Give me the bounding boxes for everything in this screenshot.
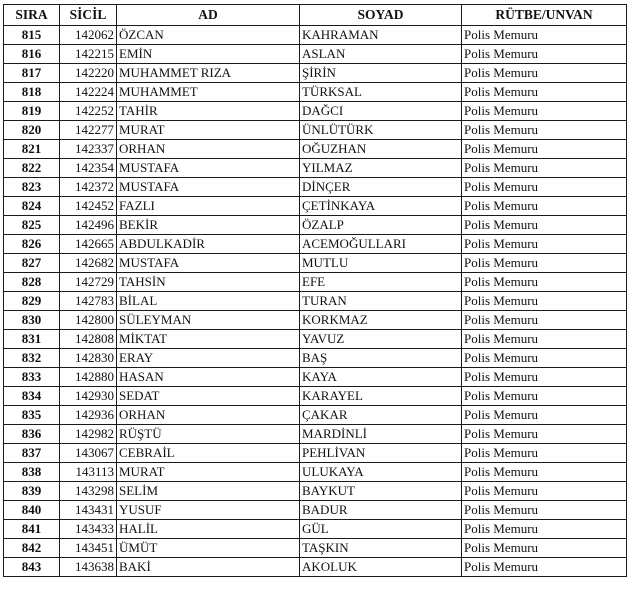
cell-sira: 841	[4, 520, 60, 539]
cell-sira: 817	[4, 64, 60, 83]
cell-rutbe: Polis Memuru	[462, 539, 627, 558]
cell-sicil: 142930	[60, 387, 117, 406]
cell-soyad: TÜRKSAL	[300, 83, 462, 102]
cell-rutbe: Polis Memuru	[462, 216, 627, 235]
cell-soyad: TURAN	[300, 292, 462, 311]
cell-sicil: 142729	[60, 273, 117, 292]
table-row	[4, 64, 627, 83]
cell-ad: FAZLI	[117, 197, 300, 216]
cell-sicil: 142252	[60, 102, 117, 121]
cell-ad: MUSTAFA	[117, 159, 300, 178]
cell-sira: 832	[4, 349, 60, 368]
personnel-table	[3, 4, 627, 577]
cell-rutbe: Polis Memuru	[462, 349, 627, 368]
cell-sira: 821	[4, 140, 60, 159]
cell-sira: 836	[4, 425, 60, 444]
table-body	[4, 26, 627, 577]
cell-sira: 820	[4, 121, 60, 140]
cell-sira: 839	[4, 482, 60, 501]
cell-rutbe: Polis Memuru	[462, 102, 627, 121]
cell-rutbe: Polis Memuru	[462, 330, 627, 349]
table-row	[4, 273, 627, 292]
cell-soyad: ASLAN	[300, 45, 462, 64]
cell-sicil: 143298	[60, 482, 117, 501]
cell-sicil: 142880	[60, 368, 117, 387]
cell-soyad: KORKMAZ	[300, 311, 462, 330]
cell-soyad: ŞİRİN	[300, 64, 462, 83]
table-row	[4, 216, 627, 235]
table-row	[4, 121, 627, 140]
cell-rutbe: Polis Memuru	[462, 26, 627, 45]
cell-sicil: 142215	[60, 45, 117, 64]
cell-soyad: BAYKUT	[300, 482, 462, 501]
header-rutbe: RÜTBE/UNVAN	[462, 5, 627, 26]
cell-sira: 816	[4, 45, 60, 64]
cell-sira: 819	[4, 102, 60, 121]
cell-sira: 840	[4, 501, 60, 520]
header-sira: SIRA	[4, 5, 60, 26]
cell-ad: MURAT	[117, 121, 300, 140]
cell-soyad: ÇAKAR	[300, 406, 462, 425]
cell-sira: 828	[4, 273, 60, 292]
table-row	[4, 83, 627, 102]
cell-rutbe: Polis Memuru	[462, 140, 627, 159]
table-row	[4, 425, 627, 444]
cell-sicil: 142800	[60, 311, 117, 330]
table-row	[4, 26, 627, 45]
table-row	[4, 292, 627, 311]
cell-soyad: BAŞ	[300, 349, 462, 368]
cell-soyad: YAVUZ	[300, 330, 462, 349]
cell-soyad: ULUKAYA	[300, 463, 462, 482]
cell-soyad: MARDİNLİ	[300, 425, 462, 444]
cell-ad: RÜŞTÜ	[117, 425, 300, 444]
cell-sira: 818	[4, 83, 60, 102]
table-row	[4, 178, 627, 197]
cell-sicil: 142224	[60, 83, 117, 102]
table-row	[4, 311, 627, 330]
cell-rutbe: Polis Memuru	[462, 292, 627, 311]
cell-soyad: KAYA	[300, 368, 462, 387]
cell-sicil: 143113	[60, 463, 117, 482]
cell-soyad: ÜNLÜTÜRK	[300, 121, 462, 140]
header-soyad: SOYAD	[300, 5, 462, 26]
table-row	[4, 406, 627, 425]
cell-sira: 835	[4, 406, 60, 425]
cell-soyad: KAHRAMAN	[300, 26, 462, 45]
cell-sira: 823	[4, 178, 60, 197]
cell-rutbe: Polis Memuru	[462, 482, 627, 501]
cell-soyad: GÜL	[300, 520, 462, 539]
cell-rutbe: Polis Memuru	[462, 273, 627, 292]
cell-soyad: TAŞKIN	[300, 539, 462, 558]
cell-rutbe: Polis Memuru	[462, 197, 627, 216]
cell-rutbe: Polis Memuru	[462, 235, 627, 254]
cell-sicil: 143451	[60, 539, 117, 558]
cell-soyad: EFE	[300, 273, 462, 292]
cell-rutbe: Polis Memuru	[462, 387, 627, 406]
cell-sicil: 143433	[60, 520, 117, 539]
cell-ad: BAKİ	[117, 558, 300, 577]
cell-ad: MUSTAFA	[117, 178, 300, 197]
cell-ad: SEDAT	[117, 387, 300, 406]
cell-sira: 827	[4, 254, 60, 273]
cell-ad: ÜMÜT	[117, 539, 300, 558]
cell-soyad: AKOLUK	[300, 558, 462, 577]
table-header-row	[4, 5, 627, 26]
cell-ad: TAHSİN	[117, 273, 300, 292]
cell-ad: ORHAN	[117, 140, 300, 159]
cell-sira: 843	[4, 558, 60, 577]
cell-rutbe: Polis Memuru	[462, 558, 627, 577]
cell-sicil: 142062	[60, 26, 117, 45]
cell-ad: MUSTAFA	[117, 254, 300, 273]
table-row	[4, 235, 627, 254]
cell-sicil: 142452	[60, 197, 117, 216]
table-row	[4, 463, 627, 482]
table-row	[4, 330, 627, 349]
cell-rutbe: Polis Memuru	[462, 159, 627, 178]
table-row	[4, 558, 627, 577]
table-row	[4, 482, 627, 501]
table-row	[4, 501, 627, 520]
table-row	[4, 539, 627, 558]
cell-soyad: YILMAZ	[300, 159, 462, 178]
table-row	[4, 254, 627, 273]
table-row	[4, 159, 627, 178]
cell-sicil: 142830	[60, 349, 117, 368]
cell-rutbe: Polis Memuru	[462, 121, 627, 140]
cell-ad: MİKTAT	[117, 330, 300, 349]
table-row	[4, 520, 627, 539]
cell-soyad: ÖZALP	[300, 216, 462, 235]
cell-sicil: 142354	[60, 159, 117, 178]
cell-sicil: 142496	[60, 216, 117, 235]
cell-sira: 824	[4, 197, 60, 216]
cell-rutbe: Polis Memuru	[462, 254, 627, 273]
header-sicil: SİCİL	[60, 5, 117, 26]
table-row	[4, 368, 627, 387]
cell-ad: CEBRAİL	[117, 444, 300, 463]
cell-sicil: 142277	[60, 121, 117, 140]
cell-soyad: DİNÇER	[300, 178, 462, 197]
cell-sira: 837	[4, 444, 60, 463]
table-row	[4, 45, 627, 64]
cell-ad: HASAN	[117, 368, 300, 387]
cell-soyad: DAĞCI	[300, 102, 462, 121]
cell-sicil: 143067	[60, 444, 117, 463]
cell-sicil: 143431	[60, 501, 117, 520]
cell-sira: 825	[4, 216, 60, 235]
table-row	[4, 444, 627, 463]
cell-sicil: 142220	[60, 64, 117, 83]
cell-rutbe: Polis Memuru	[462, 64, 627, 83]
cell-sira: 838	[4, 463, 60, 482]
cell-ad: SELİM	[117, 482, 300, 501]
cell-rutbe: Polis Memuru	[462, 463, 627, 482]
document-page	[3, 4, 627, 577]
table-row	[4, 140, 627, 159]
cell-rutbe: Polis Memuru	[462, 520, 627, 539]
cell-ad: ORHAN	[117, 406, 300, 425]
cell-soyad: OĞUZHAN	[300, 140, 462, 159]
table-row	[4, 197, 627, 216]
cell-rutbe: Polis Memuru	[462, 406, 627, 425]
cell-sira: 829	[4, 292, 60, 311]
cell-sicil: 142808	[60, 330, 117, 349]
cell-rutbe: Polis Memuru	[462, 368, 627, 387]
cell-sira: 815	[4, 26, 60, 45]
cell-soyad: PEHLİVAN	[300, 444, 462, 463]
cell-sicil: 142982	[60, 425, 117, 444]
cell-ad: MURAT	[117, 463, 300, 482]
cell-soyad: KARAYEL	[300, 387, 462, 406]
cell-rutbe: Polis Memuru	[462, 178, 627, 197]
cell-ad: HALİL	[117, 520, 300, 539]
cell-rutbe: Polis Memuru	[462, 311, 627, 330]
cell-sicil: 142783	[60, 292, 117, 311]
cell-ad: ÖZCAN	[117, 26, 300, 45]
cell-ad: ERAY	[117, 349, 300, 368]
cell-rutbe: Polis Memuru	[462, 45, 627, 64]
cell-ad: MUHAMMET RIZA	[117, 64, 300, 83]
cell-soyad: BADUR	[300, 501, 462, 520]
cell-sira: 833	[4, 368, 60, 387]
cell-sira: 826	[4, 235, 60, 254]
cell-sicil: 143638	[60, 558, 117, 577]
cell-sicil: 142682	[60, 254, 117, 273]
cell-sira: 822	[4, 159, 60, 178]
cell-sicil: 142372	[60, 178, 117, 197]
cell-soyad: ACEMOĞULLARI	[300, 235, 462, 254]
cell-ad: MUHAMMET	[117, 83, 300, 102]
header-ad: AD	[117, 5, 300, 26]
table-row	[4, 387, 627, 406]
cell-ad: YUSUF	[117, 501, 300, 520]
cell-sira: 830	[4, 311, 60, 330]
table-row	[4, 102, 627, 121]
cell-sira: 842	[4, 539, 60, 558]
cell-ad: BİLAL	[117, 292, 300, 311]
cell-sicil: 142665	[60, 235, 117, 254]
cell-sira: 834	[4, 387, 60, 406]
cell-rutbe: Polis Memuru	[462, 501, 627, 520]
cell-soyad: MUTLU	[300, 254, 462, 273]
cell-soyad: ÇETİNKAYA	[300, 197, 462, 216]
cell-rutbe: Polis Memuru	[462, 444, 627, 463]
cell-rutbe: Polis Memuru	[462, 425, 627, 444]
cell-sicil: 142337	[60, 140, 117, 159]
table-row	[4, 349, 627, 368]
cell-ad: BEKİR	[117, 216, 300, 235]
cell-ad: SÜLEYMAN	[117, 311, 300, 330]
cell-ad: TAHİR	[117, 102, 300, 121]
cell-sira: 831	[4, 330, 60, 349]
cell-rutbe: Polis Memuru	[462, 83, 627, 102]
cell-ad: ABDULKADİR	[117, 235, 300, 254]
cell-sicil: 142936	[60, 406, 117, 425]
cell-ad: EMİN	[117, 45, 300, 64]
